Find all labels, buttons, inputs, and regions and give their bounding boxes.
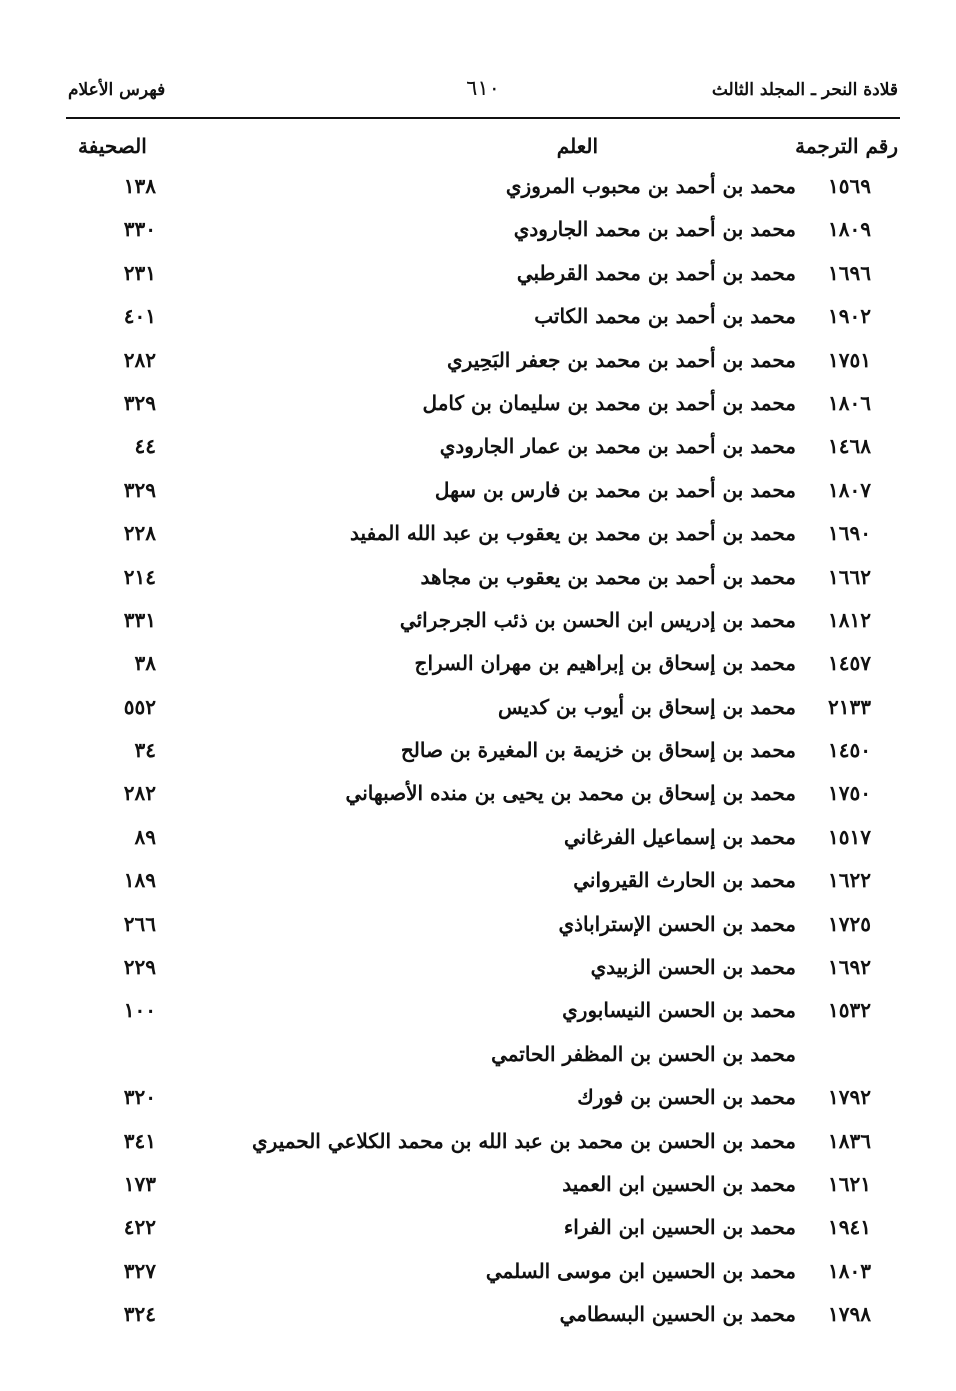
index-entry [68, 1166, 898, 1209]
entry-name: محمد بن الحسين ابن الفراء [563, 1215, 796, 1240]
entry-page: ٣٣١ [123, 607, 156, 632]
entry-name: محمد بن أحمد بن محمد الكاتب [534, 304, 796, 329]
entry-page: ٤٢٢ [123, 1215, 156, 1240]
index-entry [68, 645, 898, 688]
column-headers [68, 134, 898, 168]
index-entry [68, 819, 898, 862]
index-entry [68, 342, 898, 385]
entry-name: محمد بن أحمد بن محمد بن سليمان بن كامل [422, 390, 796, 415]
entry-page: ٣٢٩ [123, 390, 156, 415]
index-entry [68, 862, 898, 905]
index-entry [68, 602, 898, 645]
entry-page: ٣٤١ [123, 1128, 156, 1153]
entry-number: ١٤٦٨ [828, 434, 871, 459]
entry-page: ٢٣١ [123, 260, 156, 285]
entry-name: محمد بن الحارث القيرواني [573, 868, 796, 893]
entry-number: ١٥٣٢ [828, 998, 871, 1023]
entry-name: محمد بن أحمد بن محمد القرطبي [516, 260, 796, 285]
entry-number: ١٥١٧ [828, 824, 871, 849]
entry-page: ١٠٠ [123, 998, 156, 1023]
entry-number: ١٨١٢ [828, 607, 871, 632]
index-entry [68, 472, 898, 515]
entry-number: ١٨٠٦ [828, 390, 871, 415]
entry-name: محمد بن أحمد بن محمد بن جعفر البَحِيري [447, 347, 796, 372]
entry-name: محمد بن إسماعيل الفرغاني [563, 824, 796, 849]
entry-name: محمد بن أحمد بن محمد بن عمار الجارودي [439, 434, 796, 459]
entry-page: ٤٤ [134, 434, 156, 459]
entry-number: ١٩٠٢ [828, 304, 871, 329]
index-entry [68, 689, 898, 732]
entry-name: محمد بن الحسن بن فورك [577, 1085, 796, 1110]
entry-page: ٥٥٢ [123, 694, 156, 719]
entry-page: ٣٨ [134, 651, 156, 676]
index-entry [68, 1253, 898, 1296]
entry-number: ١٧٥١ [828, 347, 871, 372]
index-entry [68, 559, 898, 602]
page-number: ٦١٠ [466, 76, 500, 100]
entry-number: ١٧٥٠ [828, 781, 871, 806]
index-entry [68, 168, 898, 211]
column-header-page: الصحيفة [78, 134, 147, 158]
entry-number: ١٨٠٧ [828, 477, 871, 502]
index-entry [68, 1123, 898, 1166]
entry-number: ١٦٢٢ [828, 868, 871, 893]
index-entry [68, 428, 898, 471]
entry-number: ١٤٥٧ [828, 651, 871, 676]
entry-number: ١٤٥٠ [828, 738, 871, 763]
entry-name: محمد بن إسحاق بن إبراهيم بن مهران السراج [414, 651, 796, 676]
index-entry [68, 949, 898, 992]
entry-name: محمد بن الحسين البسطامي [559, 1302, 796, 1327]
entry-number: ١٥٦٩ [828, 174, 871, 198]
index-entry [68, 906, 898, 949]
entry-page: ١٨٩ [123, 868, 156, 893]
index-entry [68, 385, 898, 428]
entry-name: محمد بن الحسين ابن العميد [562, 1171, 796, 1196]
entry-name: محمد بن أحمد بن محمد بن فارس بن سهل [434, 477, 796, 502]
entry-number: ١٨٠٩ [828, 217, 871, 242]
entry-name: محمد بن الحسين ابن موسى السلمي [485, 1258, 796, 1283]
entry-page: ٢٦٦ [123, 911, 156, 936]
entry-page: ٣٣٠ [123, 217, 156, 242]
entry-name: محمد بن أحمد بن محمد الجارودي [513, 217, 796, 242]
entry-page: ٨٩ [134, 824, 156, 849]
index-entry [68, 732, 898, 775]
entry-number: ١٦٩٢ [828, 955, 871, 980]
index-entry [68, 1036, 898, 1079]
entry-number: ١٦٢١ [828, 1171, 871, 1196]
entry-name: محمد بن أحمد بن محمد بن يعقوب بن مجاهد [420, 564, 796, 589]
index-entry [68, 255, 898, 298]
entry-number: ١٨٠٣ [828, 1258, 871, 1283]
entry-page: ٣٤ [134, 738, 156, 763]
entry-page: ٣٢٠ [123, 1085, 156, 1110]
entry-name: محمد بن إدريس ابن الحسن بن ذئب الجرجرائي [399, 607, 796, 632]
header-rule [66, 117, 900, 119]
entry-name: محمد بن الحسن الزبيدي [590, 955, 796, 980]
entry-number: ١٦٦٢ [828, 564, 871, 589]
index-entry [68, 298, 898, 341]
section-title: فهرس الأعلام [68, 80, 166, 100]
entry-page: ٣٢٤ [123, 1302, 156, 1327]
entry-name: محمد بن الحسن الإستراباذي [558, 911, 796, 936]
entry-page: ١٣٨ [123, 174, 156, 198]
entry-number: ١٧٢٥ [828, 911, 871, 936]
entry-number: ١٦٩٦ [828, 260, 871, 285]
entry-page: ٣٢٩ [123, 477, 156, 502]
entry-number: ١٦٩٠ [828, 521, 871, 546]
entry-number: ١٩٤١ [828, 1215, 871, 1240]
entry-number: ٢١٣٣ [828, 694, 871, 719]
column-header-name: العلم [556, 134, 598, 158]
entry-page: ٢١٤ [123, 564, 156, 589]
entry-name: محمد بن إسحاق بن خزيمة بن المغيرة بن صالح [400, 738, 796, 763]
index-entry [68, 1296, 898, 1339]
entry-page: ١٧٣ [123, 1171, 156, 1196]
entry-name: محمد بن الحسن بن محمد بن عبد الله بن محمد الكلاعي الحميري [252, 1128, 796, 1153]
entry-name: محمد بن أحمد بن محبوب المروزي [505, 174, 796, 198]
index-entry [68, 1209, 898, 1252]
entry-name: محمد بن أحمد بن محمد بن يعقوب بن عبد الله المفيد [350, 521, 796, 546]
entry-page: ٢٨٢ [123, 347, 156, 372]
entry-page: ٤٠١ [123, 304, 156, 329]
index-entry [68, 992, 898, 1035]
entry-name: محمد بن إسحاق بن محمد بن يحيى بن منده الأصبهاني [345, 781, 796, 806]
entry-name: محمد بن الحسن بن المظفر الحاتمي [491, 1041, 796, 1066]
entry-number: ١٨٣٦ [828, 1128, 871, 1153]
entry-name: محمد بن الحسن النيسابوري [562, 998, 796, 1023]
entry-page: ٢٢٨ [123, 521, 156, 546]
entry-page: ٢٢٩ [123, 955, 156, 980]
running-header [68, 76, 898, 110]
entry-number: ١٧٩٢ [828, 1085, 871, 1110]
index-entry [68, 1079, 898, 1122]
column-header-number: رقم الترجمة [795, 134, 898, 158]
entry-name: محمد بن إسحاق بن أيوب بن كديس [497, 694, 796, 719]
entry-number: ١٧٩٨ [828, 1302, 871, 1327]
book-title: قلادة النحر ـ المجلد الثالث [711, 80, 898, 100]
index-entries [68, 168, 898, 1340]
index-entry [68, 515, 898, 558]
index-entry [68, 211, 898, 254]
index-entry [68, 775, 898, 818]
entry-page: ٣٢٧ [123, 1258, 156, 1283]
entry-page: ٢٨٢ [123, 781, 156, 806]
